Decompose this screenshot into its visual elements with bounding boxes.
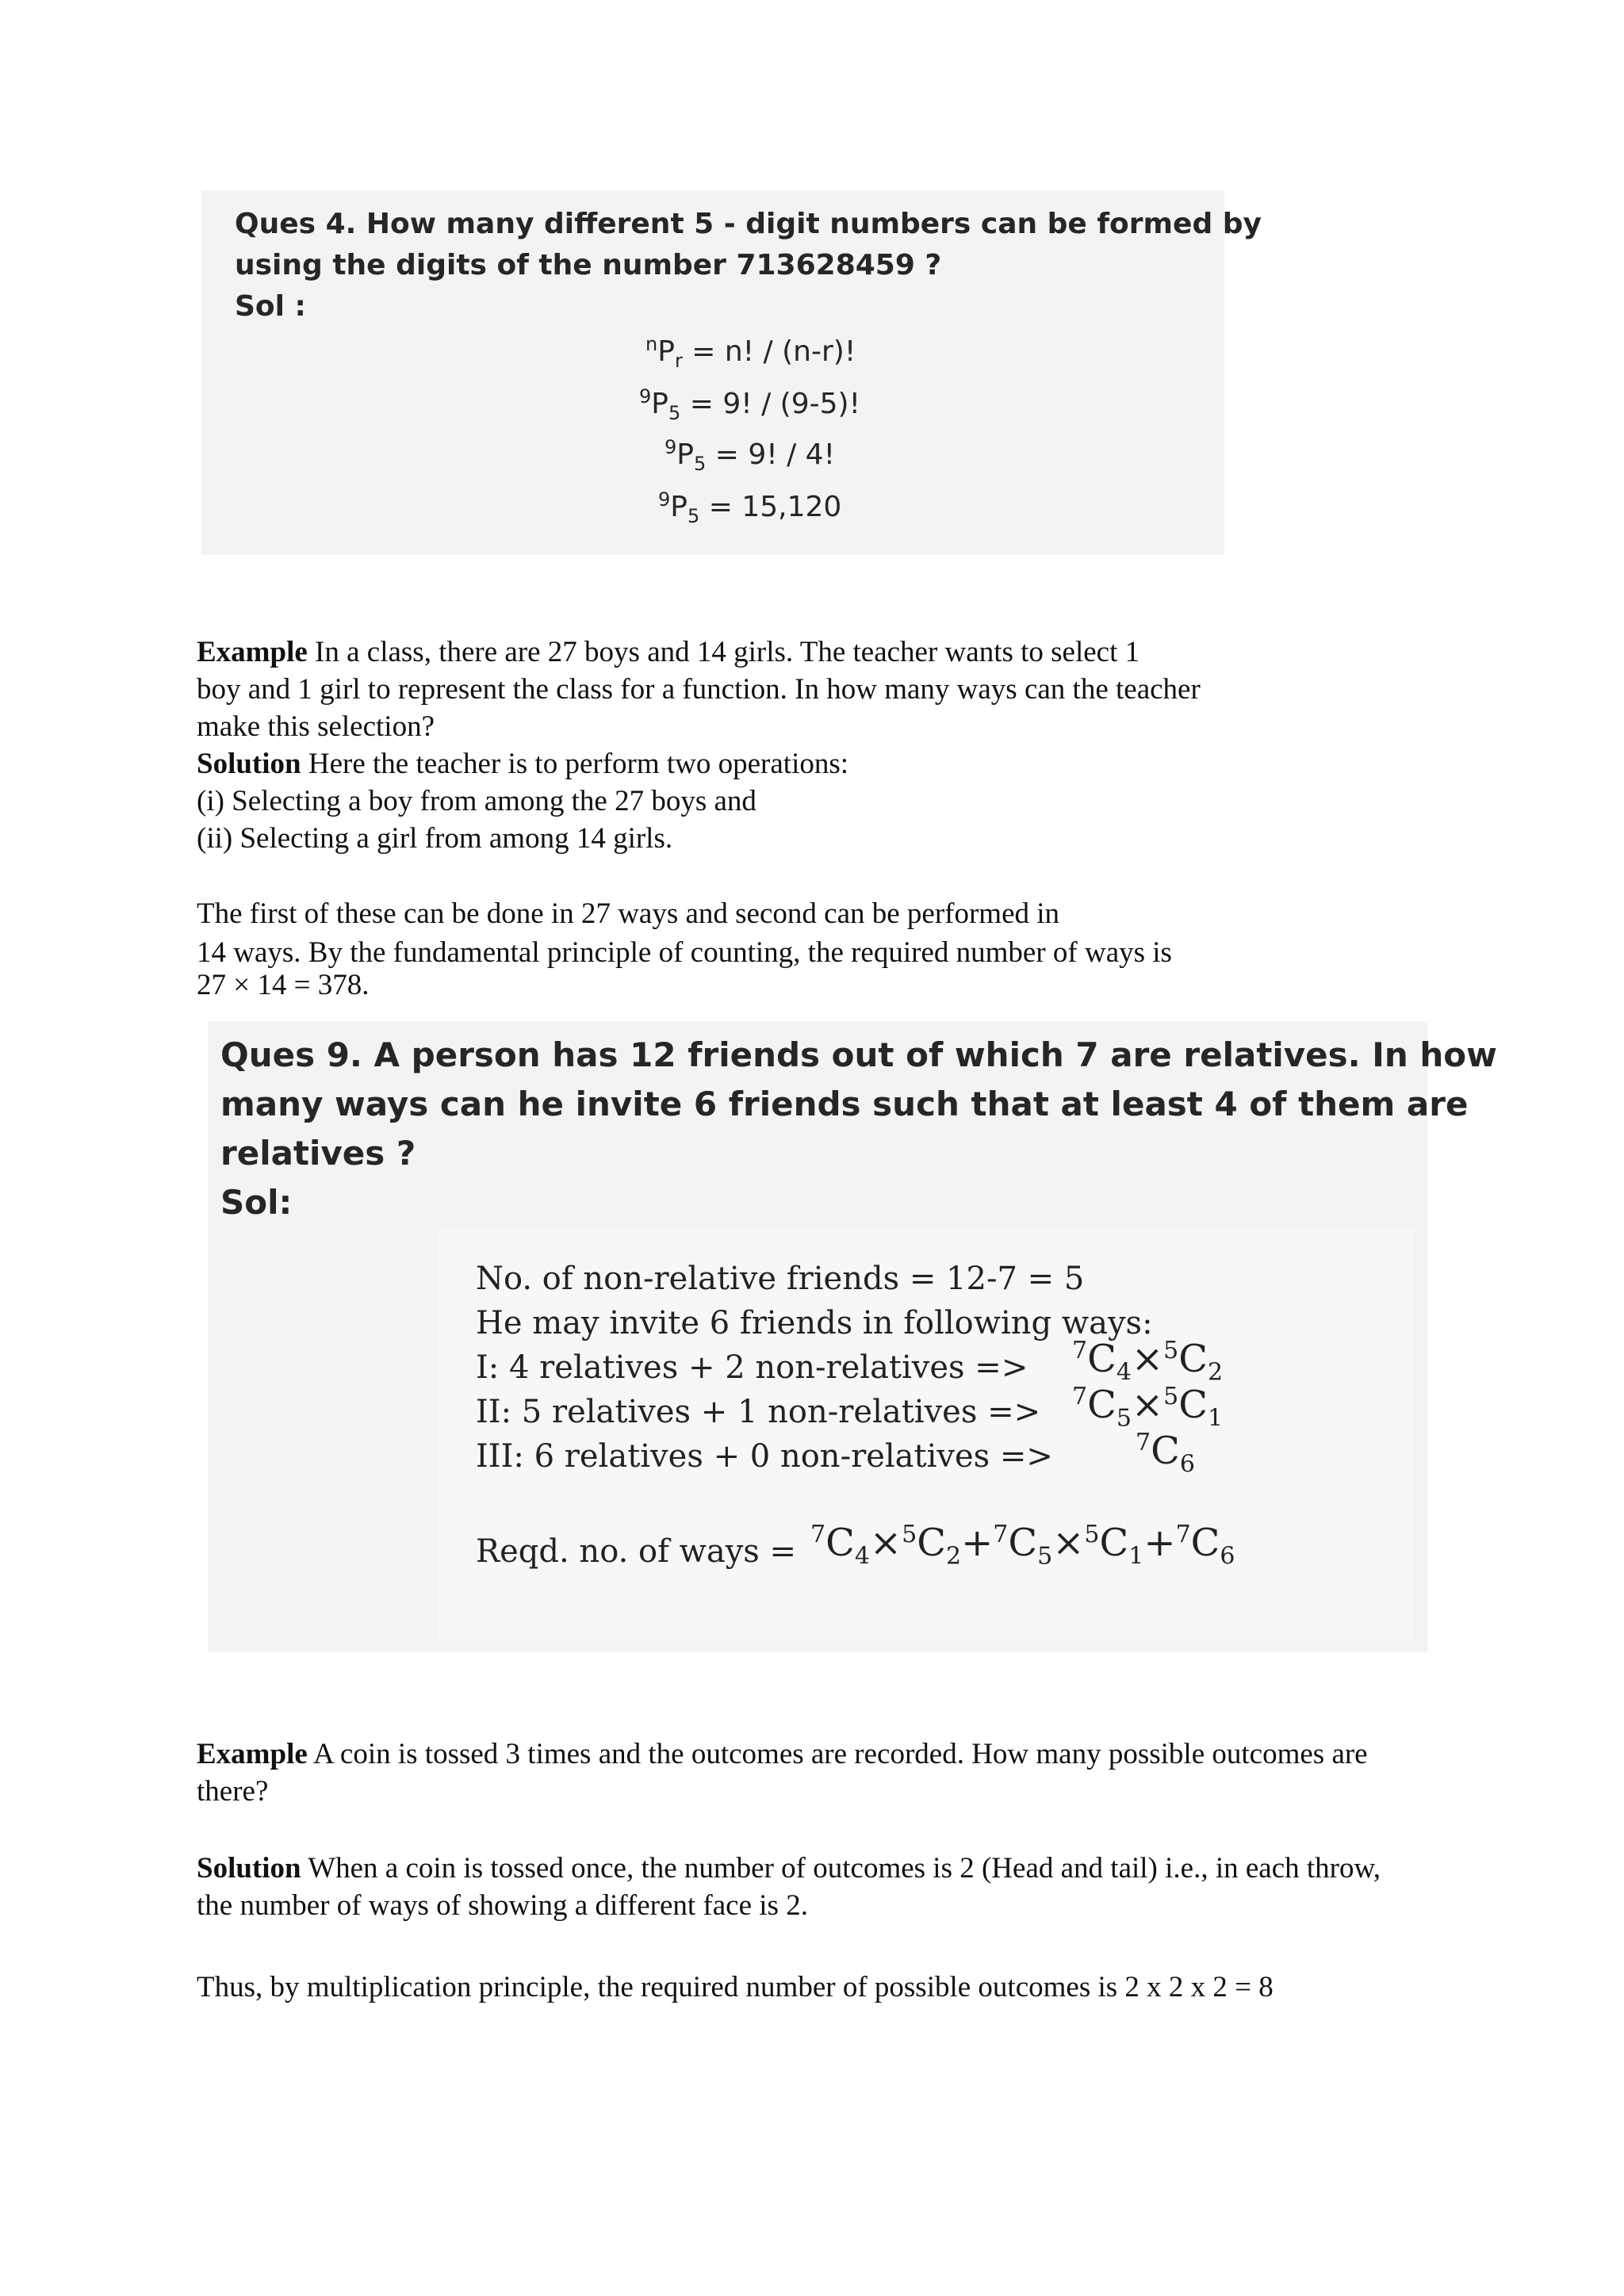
ques9-question-line1: Ques 9. A person has 12 friends out of which 7 are relatives. In how: [220, 1035, 1497, 1074]
example1-paragraph: [197, 634, 1201, 858]
ques9-image: [208, 1021, 1497, 1652]
example1-sol-line4: The first of these can be done in 27 ways and second can be performed in: [197, 897, 1060, 930]
example2-sol-line2: the number of ways of showing a different face is 2.: [197, 1888, 808, 1922]
example2-conclusion: Thus, by multiplication principle, the required number of possible outcomes is 2 x 2 x 2 = 8: [197, 1971, 1274, 2003]
example1-label: Example: [197, 636, 308, 668]
ques9-invite-line: He may invite 6 friends in following ways:: [476, 1305, 1153, 1341]
example1-paragraph-2: [197, 896, 1172, 1004]
ques9-solution-box: [438, 1229, 1413, 1641]
example2-sol-line1: When a coin is tossed once, the number of outcomes is 2 (Head and tail) i.e., in each throw,: [301, 1852, 1381, 1885]
ques4-image: [201, 190, 1262, 555]
example1-sol-line3: (ii) Selecting a girl from among 14 girls.: [197, 821, 673, 855]
ques9-case2-combination: $^7C_5\times^5C_1$: [1072, 1383, 1224, 1433]
ques9-question-line3: relatives ?: [220, 1134, 416, 1173]
example1-line1: In a class, there are 27 boys and 14 girls. The teacher wants to select 1: [307, 636, 1140, 668]
ques9-reqd-expression: $^7C_4\times^5C_2+^7C_5\times^5C_1+^7C_6$: [810, 1521, 1235, 1571]
ques9-case1-combination: $^7C_4\times^5C_2$: [1072, 1337, 1224, 1387]
example2-solution-paragraph: [197, 1850, 1381, 1925]
example2-line1: A coin is tossed 3 times and the outcomes are recorded. How many possible outcomes are: [307, 1738, 1368, 1770]
example2-solution-label: Solution: [197, 1852, 301, 1885]
ques4-formula-3: $^9P_5 = 9$! / 4!: [665, 436, 836, 476]
ques4-formula-4: $^9P_5 = 15,120$: [658, 488, 842, 528]
example2-line2: there?: [197, 1774, 269, 1808]
example1-line3: make this selection?: [197, 710, 435, 743]
example1-sol-line5: 14 ways. By the fundamental principle of counting, the required number of ways is: [197, 936, 1172, 969]
ques9-sol-label: Sol:: [220, 1183, 293, 1222]
ques4-formula-1: $^nP_r = n$! / (n-r)!: [645, 333, 856, 373]
example1-sol-line2: (i) Selecting a boy from among the 27 boys and: [197, 784, 756, 817]
ques9-case3-combination: $^7C_6$: [1136, 1429, 1195, 1479]
ques4-sol-label: Sol :: [235, 290, 306, 323]
ques9-case1: I: 4 relatives + 2 non-relatives =>: [476, 1349, 1028, 1386]
example1-sol-line1: Here the teacher is to perform two operations:: [301, 747, 849, 780]
ques9-nonrelative-line: No. of non-relative friends = 12-7 = 5: [476, 1261, 1085, 1297]
ques9-case2: II: 5 relatives + 1 non-relatives =>: [476, 1394, 1041, 1430]
ques4-formula-2: $^9P_5 = 9$! / (9-5)!: [639, 385, 861, 425]
ques9-case3: III: 6 relatives + 0 non-relatives =>: [476, 1438, 1053, 1475]
ques9-reqd-label: Reqd. no. of ways =: [476, 1533, 797, 1570]
example2-paragraph: [197, 1736, 1368, 1811]
ques4-question-line1: Ques 4. How many different 5 - digit numbers can be formed by: [235, 208, 1262, 240]
ques4-question-line2: using the digits of the number 713628459 ?: [235, 249, 942, 281]
example1-line2: boy and 1 girl to represent the class for a function. In how many ways can the teacher: [197, 672, 1201, 706]
example2-label: Example: [197, 1738, 308, 1770]
example1-sol-line6: 27 × 14 = 378.: [197, 968, 370, 1001]
example1-solution-label: Solution: [197, 747, 301, 780]
ques9-question-line2: many ways can he invite 6 friends such that at least 4 of them are: [220, 1085, 1469, 1123]
